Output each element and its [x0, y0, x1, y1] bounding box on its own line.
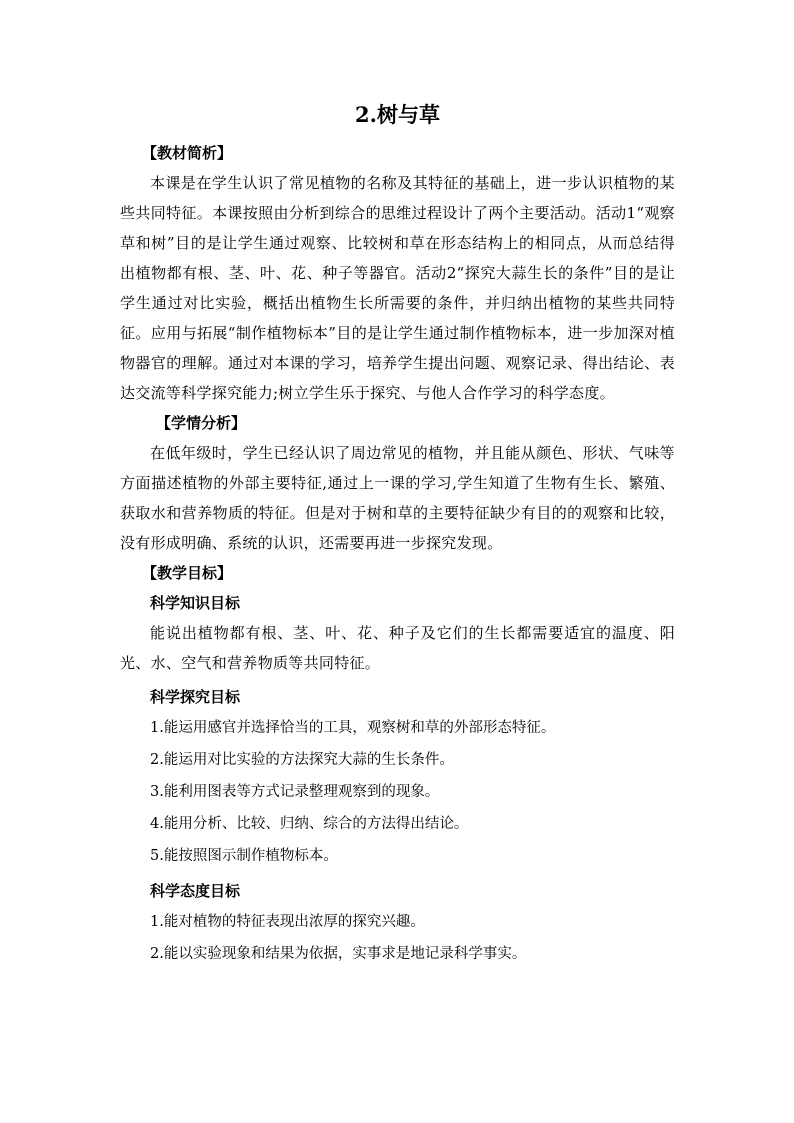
subheading-knowledge: 科学知识目标 — [150, 594, 241, 612]
section-heading-textbook: 【教材简析】 — [142, 144, 233, 162]
list-item: 1.能运用感官并选择恰当的工具，观察树和草的外部形态特征。 — [150, 720, 556, 736]
document-title: 2.树与草 — [355, 102, 440, 127]
paragraph-knowledge: 能说出植物都有根、茎、叶、花、种子及它们的生长都需要适宜的温度、阳光、水、空气和营养物质等共同特征。 — [120, 624, 675, 672]
list-item: 2.能运用对比实验的方法探究大蒜的生长条件。 — [150, 752, 454, 768]
document-page — [120, 100, 675, 970]
list-item: 2.能以实验现象和结果为依据，实事求是地记录科学事实。 — [150, 946, 527, 962]
section-heading-goals: 【教学目标】 — [142, 564, 233, 582]
list-item: 3.能利用图表等方式记录整理观察到的现象。 — [150, 784, 440, 800]
section-heading-students: 【学情分析】 — [156, 414, 247, 432]
subheading-inquiry: 科学探究目标 — [150, 688, 241, 706]
list-item: 1.能对植物的特征表现出浓厚的探究兴趣。 — [150, 914, 425, 930]
paragraph-textbook: 本课是在学生认识了常见植物的名称及其特征的基础上，进一步认识植物的某些共同特征。本课按照由分析到综合的思维过程设计了两个主要活动。活动1“观察草和树”目的是让学生通过观察、比较树和草在形态结构上的相同点，从而总结得出植物都有根、茎、叶、花、种子等器官。活动2“探究大蒜生长的条件”目的是让学生通过对比实验，概括出植物生长所需要的条件，并归纳出植物的某些共同特征。应用与拓展“制作植物标本”目的是让学生通过制作植物标本，进一步加深对植物器官的理解。通过对本课的学习，培养学生提出问题、观察记录、得出结论、表达交流等科学探究能力;树立学生乐于探究、与他人合作学习的科学态度。 — [120, 174, 675, 402]
paragraph-students: 在低年级时，学生已经认识了周边常见的植物，并且能从颜色、形状、气味等方面描述植物的外部主要特征,通过上一课的学习,学生知道了生物有生长、繁殖、获取水和营养物质的特征。但是对于树和草的主要特征缺少有目的的观察和比较，没有形成明确、系统的认识，还需要再进一步探究发现。 — [120, 444, 675, 552]
list-item: 4.能用分析、比较、归纳、综合的方法得出结论。 — [150, 816, 469, 832]
list-item: 5.能按照图示制作植物标本。 — [150, 848, 338, 864]
subheading-attitude: 科学态度目标 — [150, 882, 241, 900]
